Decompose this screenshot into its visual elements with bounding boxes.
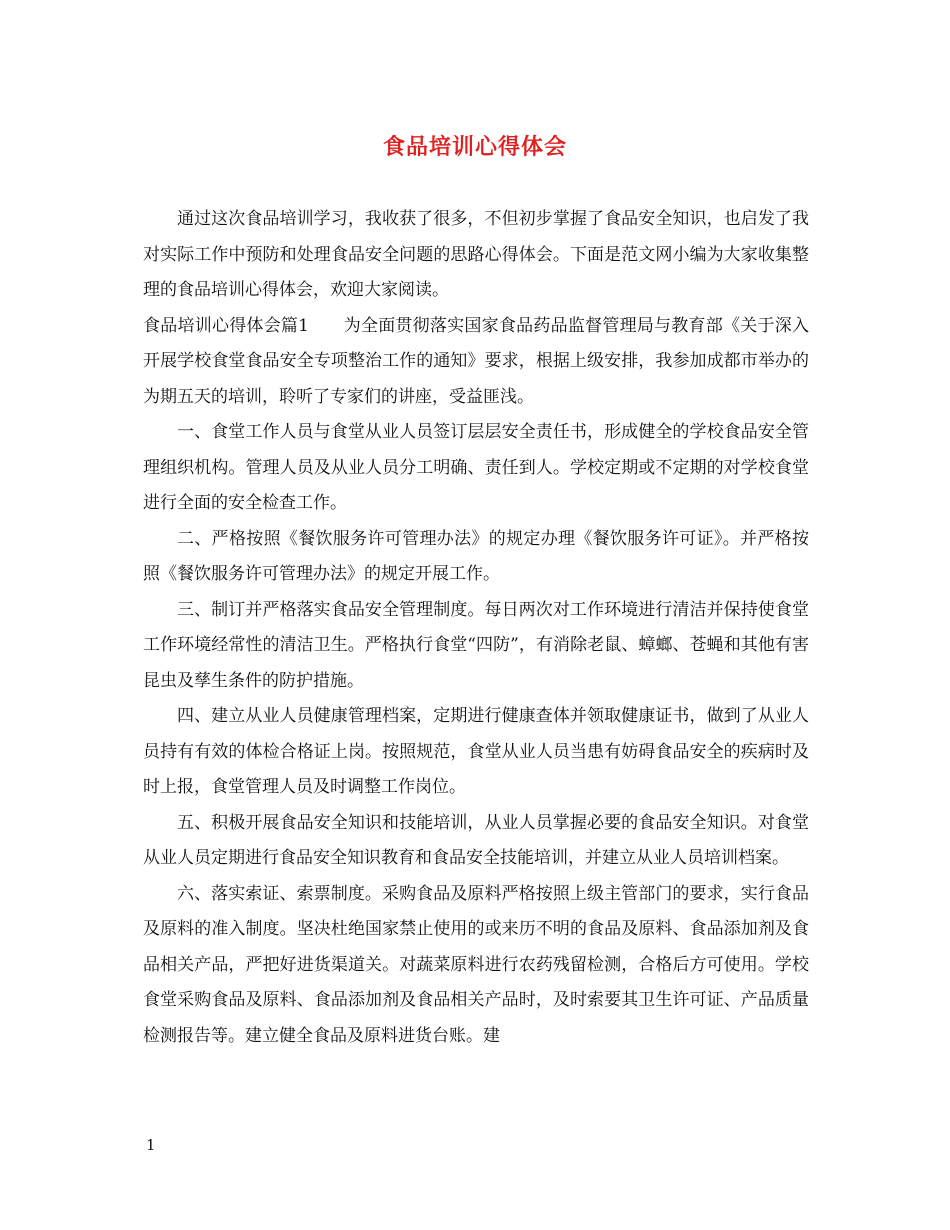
document-body — [143, 202, 809, 1054]
paragraph: 六、落实索证、索票制度。采购食品及原料严格按照上级主管部门的要求，实行食品及原料的准入制度。坚决杜绝国家禁止使用的或来历不明的食品及原料、食品添加剂及食品相关产品，严把好进货渠道关。对蔬菜原料进行农药残留检测，合格后方可使用。学校食堂采购食品及原料、食品添加剂及食品相关产品时，及时索要其卫生许可证、产品质量检测报告等。建立健全食品及原料进货台账。建 — [143, 883, 809, 1046]
paragraph: 四、建立从业人员健康管理档案，定期进行健康查体并领取健康证书，做到了从业人员持有有效的体检合格证上岗。按照规范，食堂从业人员当患有妨碍食品安全的疾病时及时上报，食堂管理人员及时调整工作岗位。 — [143, 706, 809, 797]
paragraph: 通过这次食品培训学习，我收获了很多，不但初步掌握了食品安全知识，也启发了我对实际工作中预防和处理食品安全问题的思路心得体会。下面是范文网小编为大家收集整理的食品培训心得体会，欢迎大家阅读。 — [143, 209, 809, 300]
page-number: 1 — [146, 1136, 156, 1154]
paragraph: 食品培训心得体会篇1 为全面贯彻落实国家食品药品监督管理局与教育部《关于深入开展学校食堂食品安全专项整治工作的通知》要求，根据上级安排，我参加成都市举办的为期五天的培训，聆听了专家们的讲座，受益匪浅。 — [143, 315, 809, 407]
paragraph: 五、积极开展食品安全知识和技能培训，从业人员掌握必要的食品安全知识。对食堂从业人员定期进行食品安全知识教育和食品安全技能培训，并建立从业人员培训档案。 — [143, 812, 809, 868]
document-title: 食品培训心得体会 — [382, 134, 567, 160]
paragraph: 二、严格按照《餐饮服务许可管理办法》的规定办理《餐饮服务许可证》。并严格按照《餐饮服务许可管理办法》的规定开展工作。 — [143, 528, 809, 584]
paragraph: 一、食堂工作人员与食堂从业人员签订层层安全责任书，形成健全的学校食品安全管理组织机构。管理人员及从业人员分工明确、责任到人。学校定期或不定期的对学校食堂进行全面的安全检查工作。 — [143, 422, 809, 513]
paragraph: 三、制订并严格落实食品安全管理制度。每日两次对工作环境进行清洁并保持使食堂工作环境经常性的清洁卫生。严格执行食堂“四防”，有消除老鼠、蟑螂、苍蝇和其他有害昆虫及孳生条件的防护措施。 — [143, 599, 809, 691]
